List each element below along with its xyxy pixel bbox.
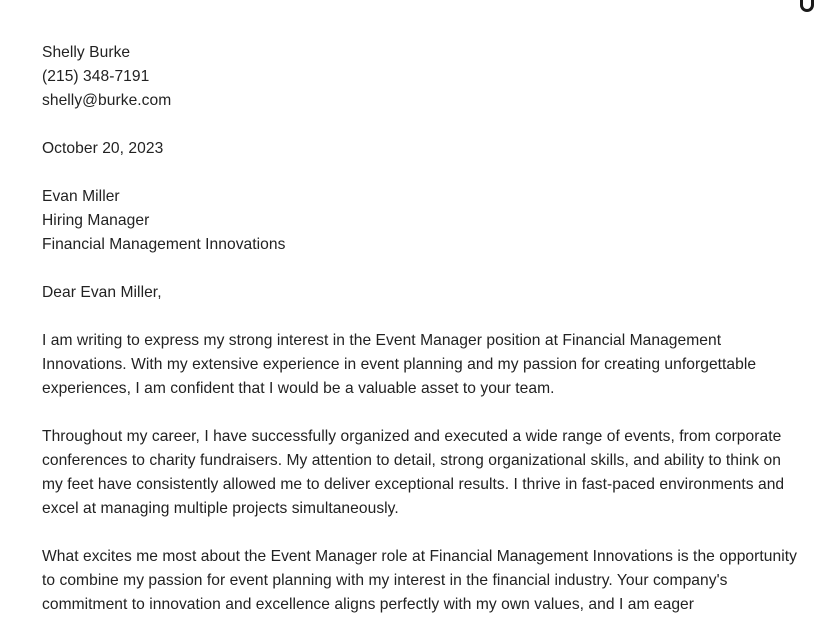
sender-name: Shelly Burke xyxy=(42,44,131,61)
sender-block xyxy=(42,41,802,113)
date-block xyxy=(42,137,802,161)
sender-email: shelly@burke.com xyxy=(42,92,172,109)
recipient-title: Hiring Manager xyxy=(42,212,150,229)
salutation-block xyxy=(42,281,802,305)
recipient-block xyxy=(42,185,802,257)
letter-date: October 20, 2023 xyxy=(42,140,164,157)
body-paragraph-1: I am writing to express my strong interest in the Event Manager position at Financial Management Innovations. With my extensive experience in event planning and my passion for creating unforgettable experiences, I am confident that I would be a valuable asset to your team. xyxy=(42,332,757,397)
recipient-name: Evan Miller xyxy=(42,188,120,205)
body-paragraph-2: Throughout my career, I have successfully organized and executed a wide range of events, from corporate conferences to charity fundraisers. My attention to detail, strong organizational skills, and ability to think on my feet have consistently allowed me to deliver exceptional results. I thrive in fast-paced environments and excel at managing multiple projects simultaneously. xyxy=(42,428,785,517)
body-paragraph-3: What excites me most about the Event Manager role at Financial Management Innovations is the opportunity to combine my passion for event planning with my interest in the financial industry. Your company's commitment to innovation and excellence aligns perfectly with my own values, and I am eager xyxy=(42,548,797,613)
recipient-company: Financial Management Innovations xyxy=(42,236,286,253)
sender-phone: (215) 348-7191 xyxy=(42,68,150,85)
salutation: Dear Evan Miller, xyxy=(42,284,162,301)
partial-u-shape-icon xyxy=(800,0,814,12)
cover-letter xyxy=(42,41,802,641)
